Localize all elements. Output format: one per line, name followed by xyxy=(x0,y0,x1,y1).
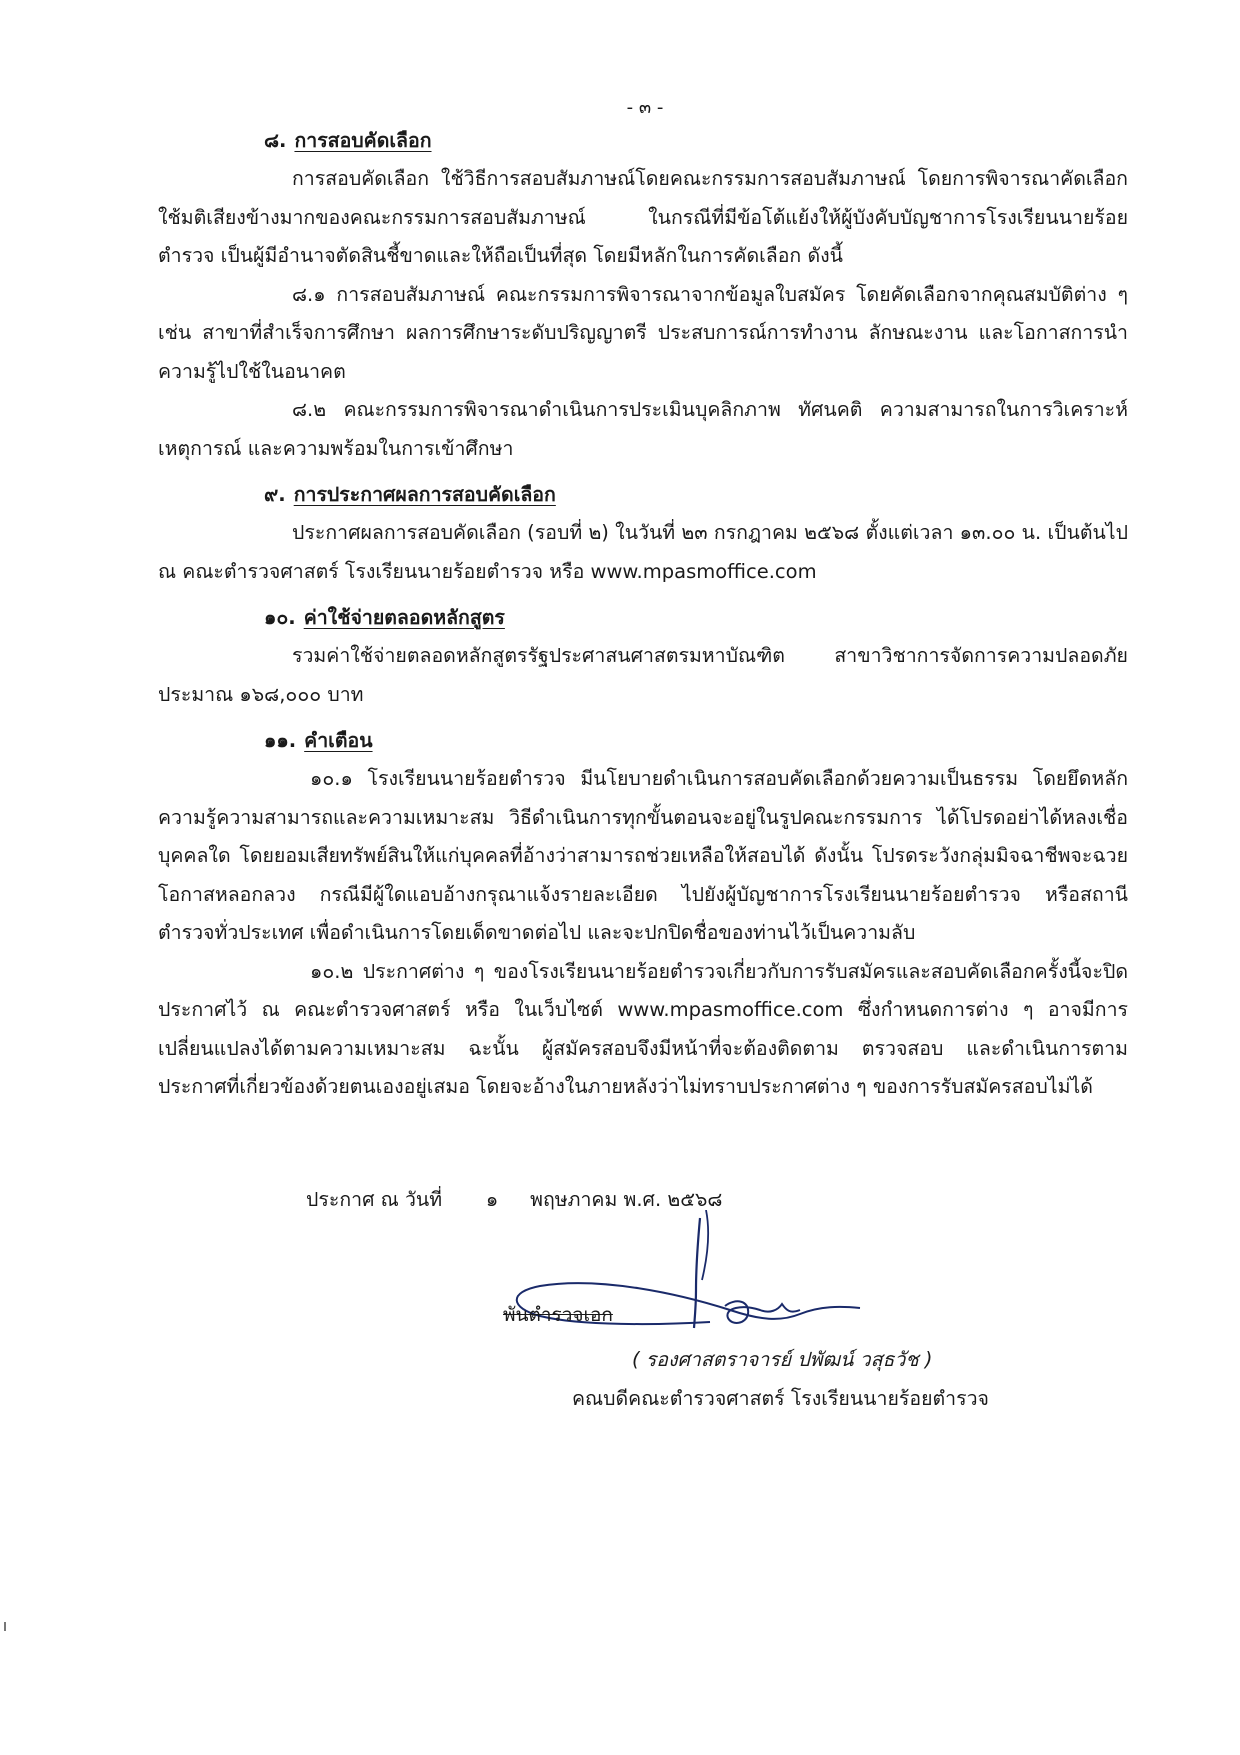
section-9-paragraph: ประกาศผลการสอบคัดเลือก (รอบที่ ๒) ในวันที่ ๒๓ กรกฎาคม ๒๕๖๘ ตั้งแต่เวลา ๑๓.๐๐ น. เป็นต้นไป ณ คณะตำรวจศาสตร์ โรงเรียนนายร้อยตำรวจ หรือ www.mpasmoffice.com xyxy=(158,521,1128,583)
section-number: ๑๐. xyxy=(264,606,296,629)
page-number: - ๓ - xyxy=(626,97,664,118)
section-10-paragraph: รวมค่าใช้จ่ายตลอดหลักสูตรรัฐประศาสนศาสตรมหาบัณฑิต สาขาวิชาการจัดการความปลอดภัย ประมาณ ๑๖๘,๐๐๐ บาท xyxy=(158,644,1128,706)
section-heading-8 xyxy=(158,122,1128,160)
section-title: คำเตือน xyxy=(304,729,373,752)
margin-mark xyxy=(4,1622,6,1631)
section-number: ๑๑. xyxy=(264,729,297,752)
document-body xyxy=(158,122,1128,1107)
signer-rank: พันตำรวจเอก xyxy=(503,1304,613,1326)
section-heading-11 xyxy=(158,722,1128,760)
section-number: ๙. xyxy=(264,483,286,506)
signer-position: คณบดีคณะตำรวจศาสตร์ โรงเรียนนายร้อยตำรวจ xyxy=(572,1387,989,1410)
announcement-day: ๑ xyxy=(485,1188,499,1211)
section-heading-9 xyxy=(158,476,1128,514)
section-title: การสอบคัดเลือก xyxy=(294,129,432,152)
announcement-prefix: ประกาศ ณ วันที่ xyxy=(306,1188,443,1211)
signer-name: ( รองศาสตราจารย์ ปพัฒน์ วสุธวัช ) xyxy=(632,1348,933,1371)
section-11-1-paragraph: ๑๐.๑ โรงเรียนนายร้อยตำรวจ มีนโยบายดำเนินการสอบคัดเลือกด้วยความเป็นธรรม โดยยึดหลักความรู้ความสามารถและความเหมาะสม วิธีดำเนินการทุกขั้นตอนจะอยู่ในรูปคณะกรรมการ ได้โปรดอย่าได้หลงเชื่อบุคคลใด โดยยอมเสียทรัพย์สินให้แก่บุคคลที่อ้างว่าสามารถช่วยเหลือให้สอบได้ ดังนั้น โปรดระวังกลุ่มมิจฉาชีพจะฉวยโอกาสหลอกลวง กรณีมีผู้ใดแอบอ้างกรุณาแจ้งรายละเอียด ไปยังผู้บัญชาการโรงเรียนนายร้อยตำรวจ หรือสถานีตำรวจทั่วประเทศ เพื่อดำเนินการโดยเด็ดขาดต่อไป และจะปกปิดชื่อของท่านไว้เป็นความลับ xyxy=(158,767,1128,944)
section-8-2-paragraph: ๘.๒ คณะกรรมการพิจารณาดำเนินการประเมินบุคลิกภาพ ทัศนคติ ความสามารถในการวิเคราะห์เหตุการณ์ และความพร้อมในการเข้าศึกษา xyxy=(158,398,1128,460)
section-8-1-paragraph: ๘.๑ การสอบสัมภาษณ์ คณะกรรมการพิจารณาจากข้อมูลใบสมัคร โดยคัดเลือกจากคุณสมบัติต่าง ๆ เช่น สาขาที่สำเร็จการศึกษา ผลการศึกษาระดับปริญญาตรี ประสบการณ์การทำงาน ลักษณะงาน และโอกาสการนำความรู้ไปใช้ในอนาคต xyxy=(158,282,1128,383)
section-8-paragraph: การสอบคัดเลือก ใช้วิธีการสอบสัมภาษณ์โดยคณะกรรมการสอบสัมภาษณ์ โดยการพิจารณาคัดเลือกใช้มติเสียงข้างมากของคณะกรรมการสอบสัมภาษณ์ ในกรณีที่มีข้อโต้แย้งให้ผู้บังคับบัญชาการโรงเรียนนายร้อยตำรวจ เป็นผู้มีอำนาจตัดสินชี้ขาดและให้ถือเป็นที่สุด โดยมีหลักในการคัดเลือก ดังนี้ xyxy=(158,167,1128,267)
section-title: การประกาศผลการสอบคัดเลือก xyxy=(293,483,556,506)
section-heading-10 xyxy=(158,599,1128,637)
section-11-2-paragraph: ๑๐.๒ ประกาศต่าง ๆ ของโรงเรียนนายร้อยตำรวจเกี่ยวกับการรับสมัครและสอบคัดเลือกครั้งนี้จะปิดประกาศไว้ ณ คณะตำรวจศาสตร์ หรือ ในเว็บไซต์ www.mpasmoffice.com ซึ่งกำหนดการต่าง ๆ อาจมีการเปลี่ยนแปลงได้ตามความเหมาะสม ฉะนั้น ผู้สมัครสอบจึงมีหน้าที่จะต้องติดตาม ตรวจสอบ และดำเนินการตามประกาศที่เกี่ยวข้องด้วยตนเองอยู่เสมอ โดยจะอ้างในภายหลังว่าไม่ทราบประกาศต่าง ๆ ของการรับสมัครสอบไม่ได้ xyxy=(158,959,1128,1098)
section-number: ๘. xyxy=(264,129,287,152)
section-title: ค่าใช้จ่ายตลอดหลักสูตร xyxy=(303,606,505,629)
announcement-month-year: พฤษภาคม พ.ศ. ๒๕๖๘ xyxy=(530,1188,723,1211)
